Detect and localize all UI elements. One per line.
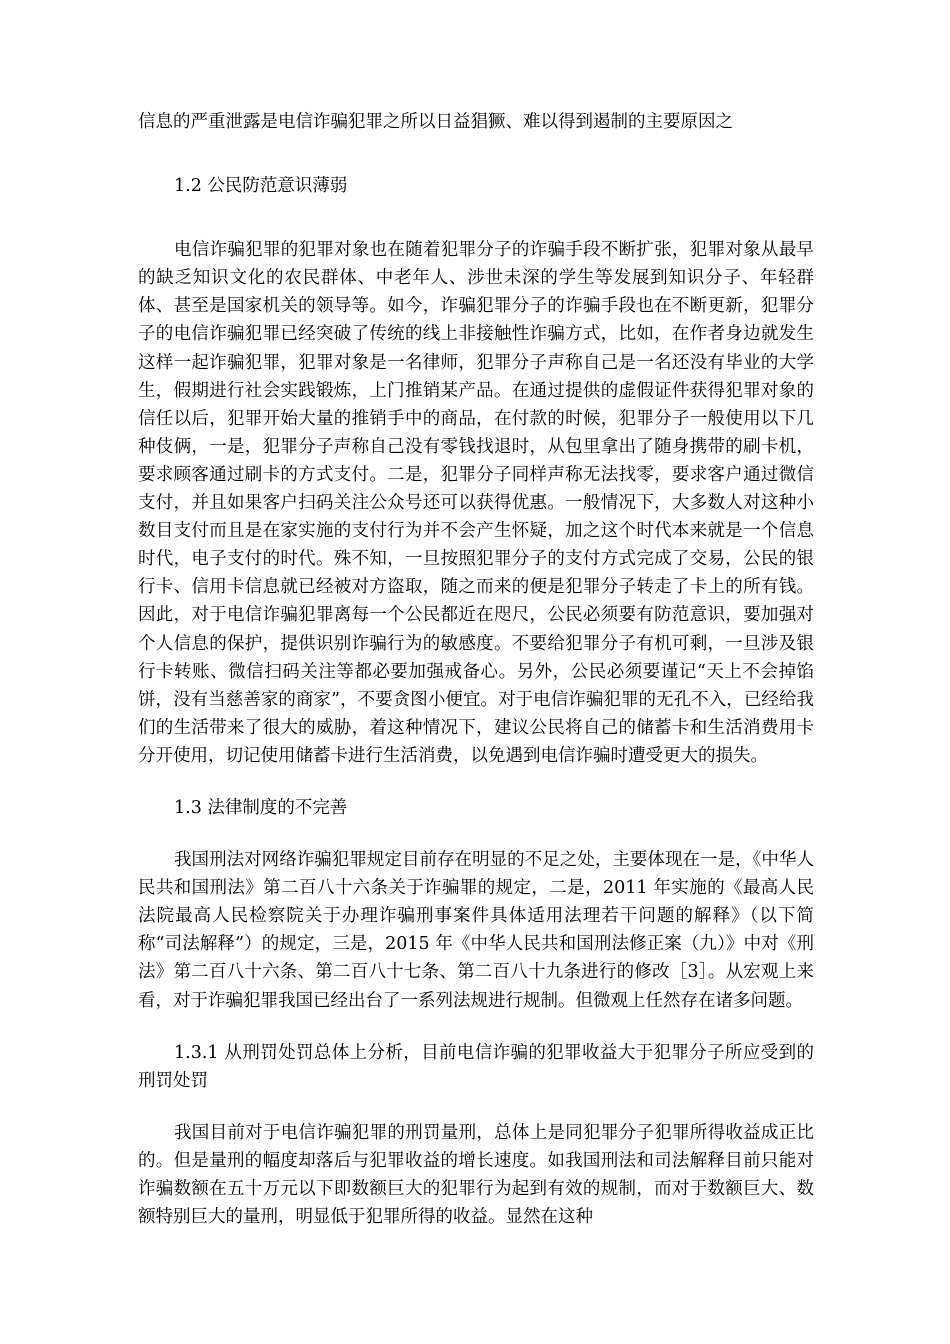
section-heading-1-3: 1.3 法律制度的不完善 (174, 797, 348, 818)
spacer (138, 822, 814, 846)
section-heading-1-2: 1.2 公民防范意识薄弱 (174, 176, 348, 197)
spacer (138, 200, 814, 236)
paragraph-continuation: 信息的严重泄露是电信诈骗犯罪之所以日益猖獗、难以得到遏制的主要原因之 (138, 112, 733, 132)
paragraph-1-3-1: 我国目前对于电信诈骗犯罪的刑罚量刑，总体上是同犯罪分子犯罪所得收益成正比的。但是量刑的幅度却落后与犯罪收益的增长速度。如我国刑法和司法解释目前只能对诈骗数额在五十万元以下即数额巨大的犯罪行为起到有效的规制，而对于数额巨大、数额特别巨大的量刑，明显低于犯罪所得的收益。显然在这种 (138, 1122, 814, 1228)
paragraph-1-3: 我国刑法对网络诈骗犯罪规定目前存在明显的不足之处，主要体现在一是，《中华人民共和国刑法》第二百八十六条关于诈骗罪的规定，二是，2011 年实施的《最高人民法院最高人民检察院关于办理诈骗刑事案件具体适用法理若干问题的解释》（以下简称“司法解释”）的规定，三是，2015 年《中华人民共和国刑法修正案（九）》中对《刑法》第二百八十六条、第二百八十七条、第二百八十九条进行的修改［3］。从宏观上来看，对于诈骗犯罪我国已经出台了一系列法规进行规制。但微观上任然存在诸多问题。 (138, 850, 814, 1011)
section-heading-1-3-1: 1.3.1 从刑罚处罚总体上分析，目前电信诈骗的犯罪收益大于犯罪分子所应受到的刑罚处罚 (138, 1042, 814, 1091)
document-page (138, 108, 814, 1231)
spacer (138, 1015, 814, 1039)
spacer (138, 1095, 814, 1119)
paragraph-1-2: 电信诈骗犯罪的犯罪对象也在随着犯罪分子的诈骗手段不断扩张，犯罪对象从最早的缺乏知识文化的农民群体、中老年人、涉世未深的学生等发展到知识分子、年轻群体、甚至是国家机关的领导等。如今，诈骗犯罪分子的诈骗手段也在不断更新，犯罪分子的电信诈骗犯罪已经突破了传统的线上非接触性诈骗方式，比如，在作者身边就发生这样一起诈骗犯罪，犯罪对象是一名律师，犯罪分子声称自己是一名还没有毕业的大学生，假期进行社会实践锻炼，上门推销某产品。在通过提供的虚假证件获得犯罪对象的信任以后，犯罪开始大量的推销手中的商品，在付款的时候，犯罪分子一般使用以下几种伎俩，一是，犯罪分子声称自己没有零钱找退时，从包里拿出了随身携带的刷卡机，要求顾客通过刷卡的方式支付。二是，犯罪分子同样声称无法找零，要求客户通过微信支付，并且如果客户扫码关注公众号还可以获得优惠。一般情况下，大多数人对这种小数目支付而且是在家实施的支付行为并不会产生怀疑，加之这个时代本来就是一个信息时代，电子支付的时代。殊不知，一旦按照犯罪分子的支付方式完成了交易，公民的银行卡、信用卡信息就已经被对方盗取，随之而来的便是犯罪分子转走了卡上的所有钱。因此，对于电信诈骗犯罪离每一个公民都近在咫尺，公民必须要有防范意识，要加强对个人信息的保护，提供识别诈骗行为的敏感度。不要给犯罪分子有机可剩，一旦涉及银行卡转账、微信扫码关注等都必要加强戒备心。另外，公民必须要谨记“天上不会掉馅饼，没有当慈善家的商家”，不要贪图小便宜。对于电信诈骗犯罪的无孔不入，已经给我们的生活带来了很大的威胁，着这种情况下，建议公民将自己的储蓄卡和生活消费用卡分开使用，切记使用储蓄卡进行生活消费，以免遇到电信诈骗时遭受更大的损失。 (138, 240, 814, 766)
spacer (138, 136, 814, 172)
spacer (138, 770, 814, 794)
